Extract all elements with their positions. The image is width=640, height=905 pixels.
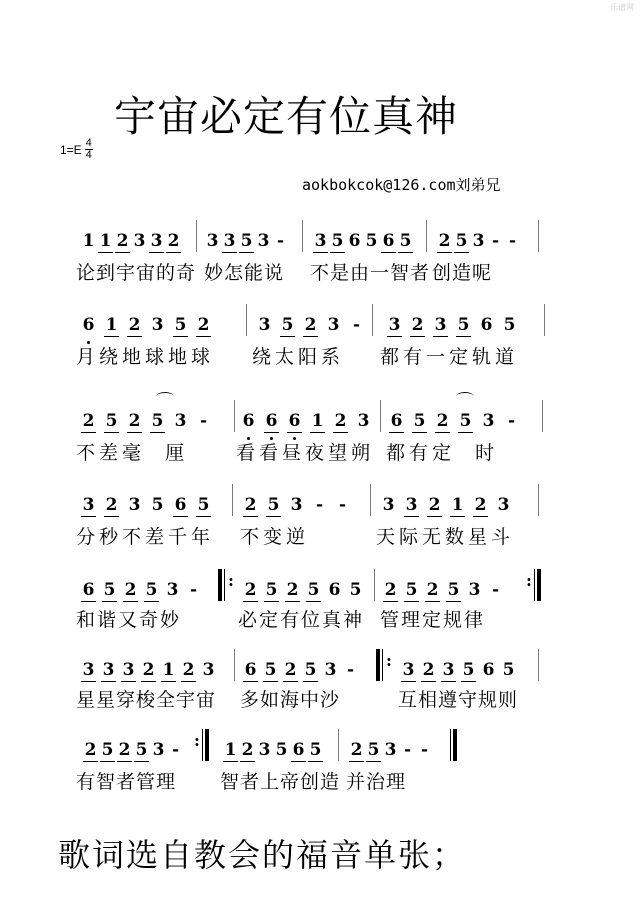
measure: 3 3 5 3 - bbox=[206, 231, 285, 251]
score-line-2: 6 1 2 3 5 2 3 5 2 3 - 3 2 3 5 6 5 月绕地球地球 绕太阳系 都有一定轨道 bbox=[74, 308, 554, 338]
song-title: 宇宙必定有位真神 bbox=[114, 92, 459, 141]
lyric: 论到宇宙的奇 bbox=[76, 262, 197, 284]
score-line-4: 3 2 3 5 6 5 2 5 3 - - 3 3 2 1 2 3 分秒不差千年 不变逆 天际无数星斗 bbox=[74, 488, 554, 518]
score-line-1 bbox=[74, 224, 554, 284]
score-line-5: 6 5 2 5 3 - : 2 5 2 5 6 5 2 5 2 5 3 - : 和谐又奇妙 必定有位真神 管理定规律 bbox=[74, 573, 554, 603]
lyric: 不是由一智者 bbox=[310, 262, 431, 284]
footer-note: 歌词选自教会的福音单张； bbox=[58, 836, 467, 874]
key-label: 1=E bbox=[60, 142, 82, 157]
measure: 3 5 6 5 6 5 bbox=[312, 224, 414, 252]
author-credit: aokbokcok@126.com刘弟兄 bbox=[302, 176, 501, 194]
score-line-3: 2 5 2 5 3 - 6 6 6 1 2 3 6 5 2 5 3 - 不差毫 厘 看看昼夜望朔 都有定 时 bbox=[74, 404, 554, 434]
lyric: 妙怎能说 bbox=[204, 262, 285, 284]
notes-row bbox=[74, 224, 554, 254]
score-line-6: 3 3 3 2 1 2 3 6 5 2 5 3 - : 3 2 3 5 6 5 星星穿梭全宇宙 多如海中沙 互相遵守规则 bbox=[74, 653, 554, 683]
time-signature: $\frac{4}{4}$ bbox=[85, 137, 92, 161]
measure: 2 5 3 - - bbox=[436, 224, 521, 252]
measure: 1 1 2 3 3 2 bbox=[80, 224, 182, 252]
lyric: 创造呢 bbox=[432, 262, 493, 284]
watermark: 乐谱网 bbox=[610, 3, 634, 12]
key-signature bbox=[60, 138, 93, 161]
score-line-7: 2 5 2 5 3 - : 1 2 3 5 6 5 2 5 3 - - 有智者管理 智者上帝创造 并治理 bbox=[74, 733, 554, 763]
